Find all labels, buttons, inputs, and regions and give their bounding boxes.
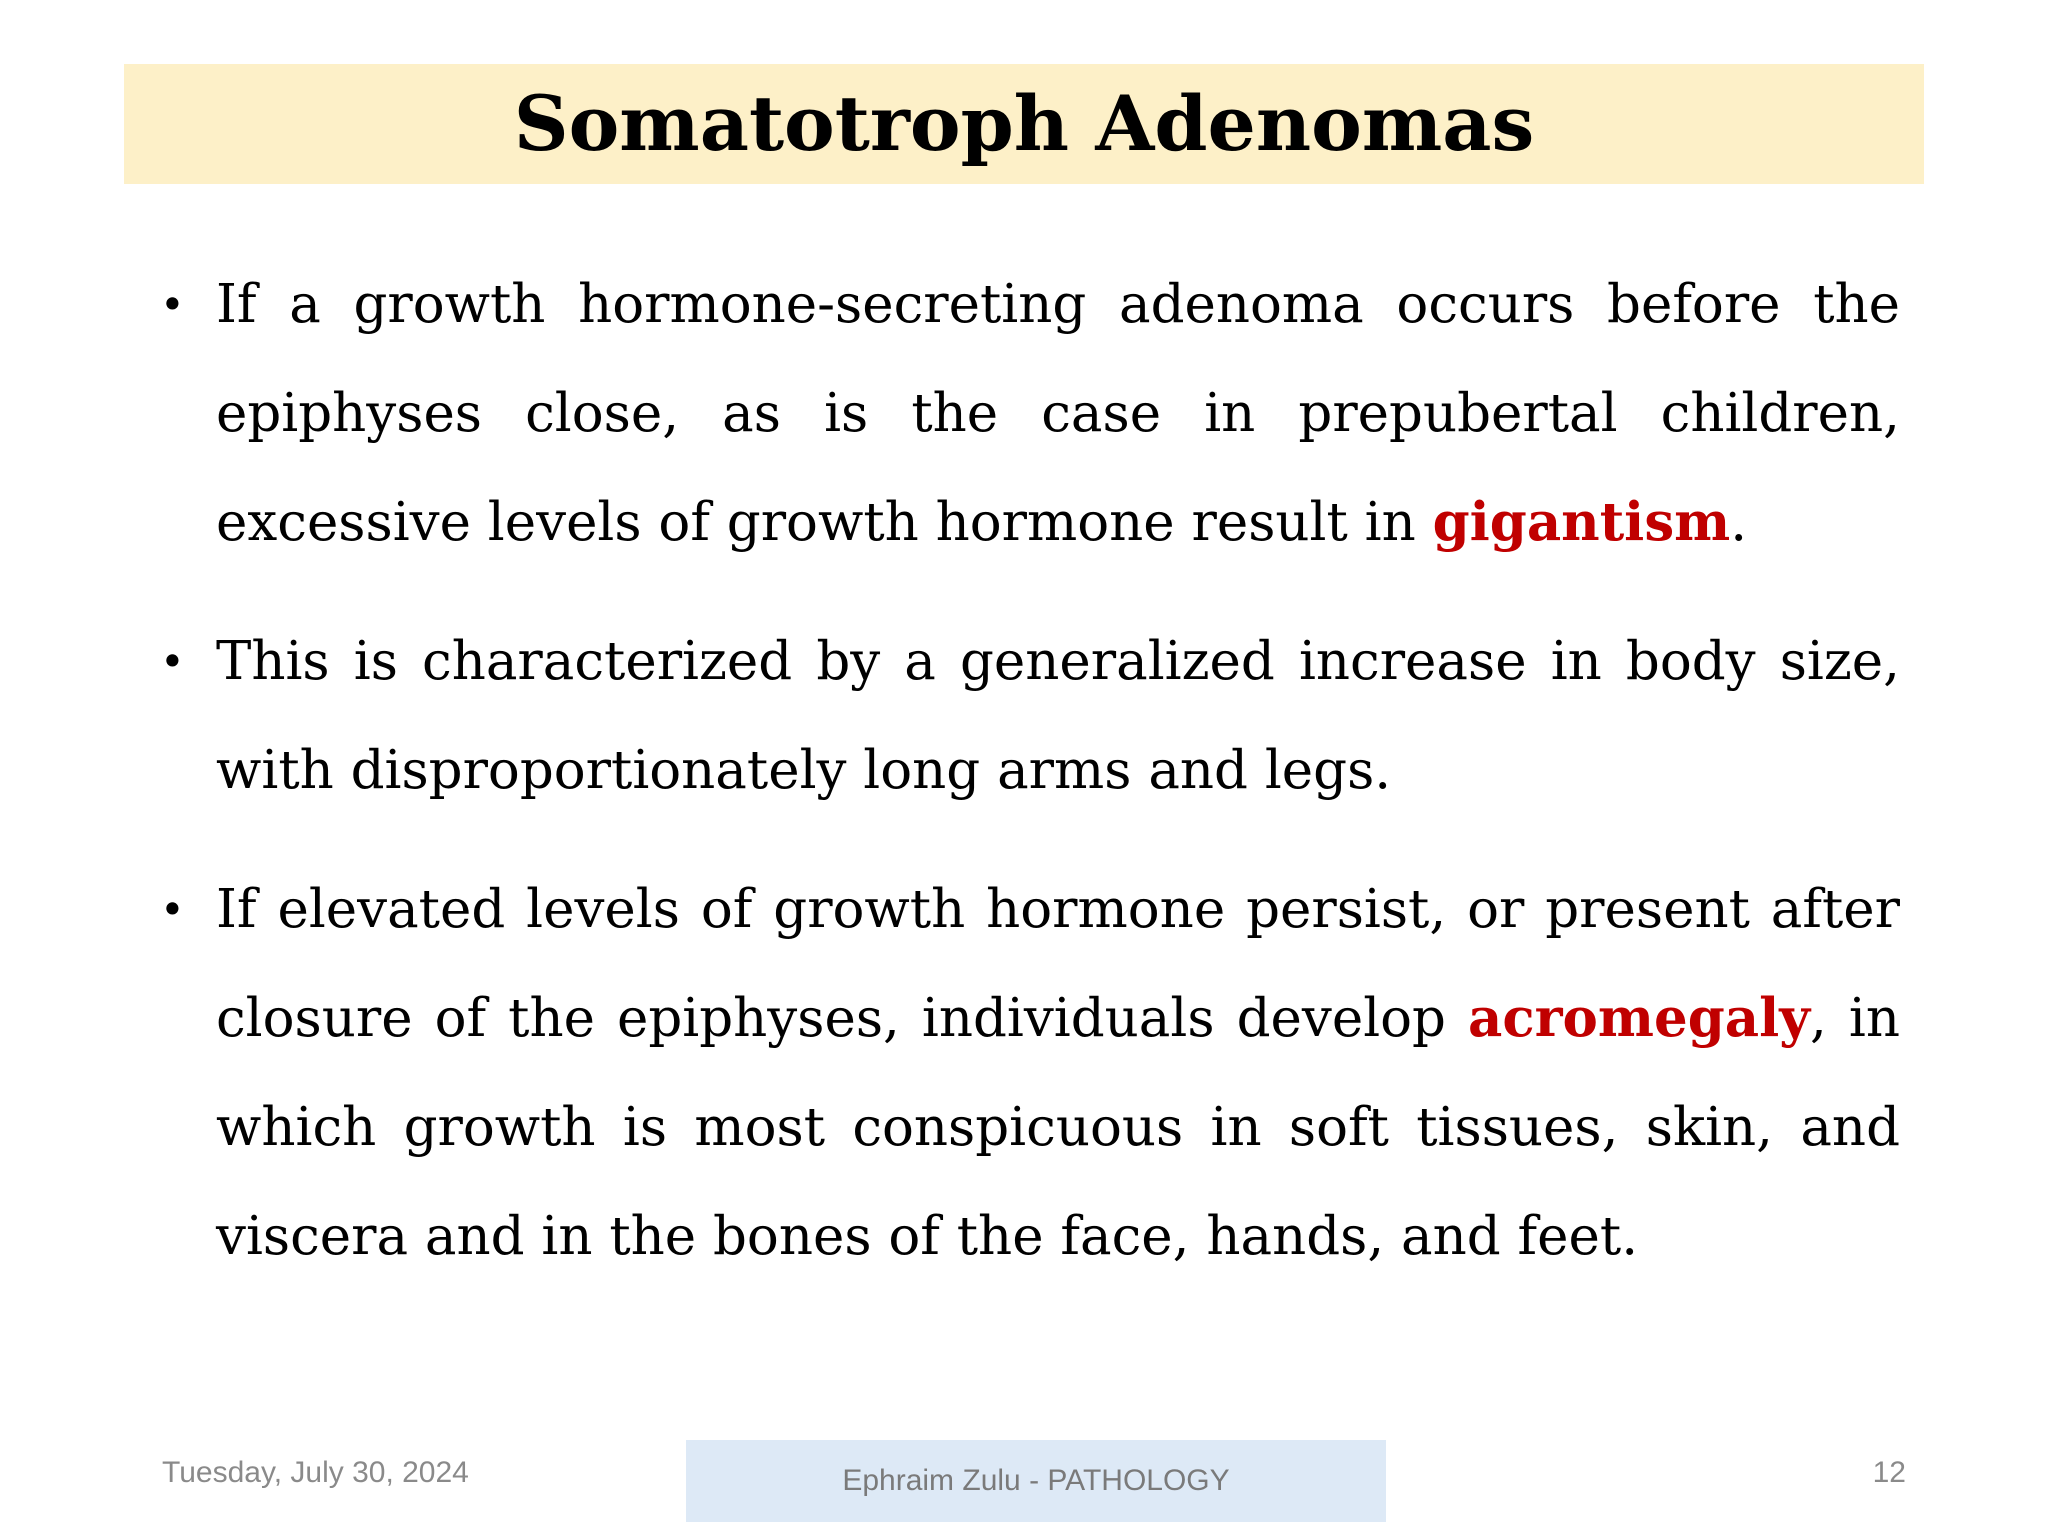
bullet-item — [160, 607, 1900, 825]
title-bar — [124, 64, 1924, 184]
bullet-text: This is characterized by a generalized increase in body size, with disproportionately long arms and legs. — [216, 631, 1900, 801]
footer-presenter-text: Ephraim Zulu - PATHOLOGY — [842, 1464, 1230, 1497]
bullet-text: If a growth hormone-secreting adenoma occurs before the epiphyses close, as is the case in prepubertal children, excessive levels of growth hormone result in — [216, 274, 1900, 553]
bullet-list — [160, 250, 1900, 1321]
highlight-term: gigantism — [1432, 491, 1731, 553]
page-number: 12 — [1872, 1456, 1906, 1489]
bullet-icon: • — [160, 637, 185, 686]
footer-presenter — [686, 1440, 1386, 1522]
bullet-icon: • — [160, 280, 185, 329]
highlight-term: acromegaly — [1468, 987, 1811, 1049]
bullet-text-end: . — [1730, 492, 1748, 553]
footer-date: Tuesday, July 30, 2024 — [162, 1456, 469, 1489]
bullet-item — [160, 855, 1900, 1291]
bullet-text: If elevated levels of growth hormone persist, or present after closure of the epiphyses, individuals develop — [216, 879, 1900, 1049]
bullet-icon: • — [160, 885, 185, 934]
slide-title: Somatotroph Adenomas — [513, 79, 1535, 168]
bullet-item — [160, 250, 1900, 577]
bullet-text-end: , in which growth is most conspicuous in soft tissues, skin, and viscera and in the bones of the face, hands, and feet. — [216, 988, 1900, 1267]
